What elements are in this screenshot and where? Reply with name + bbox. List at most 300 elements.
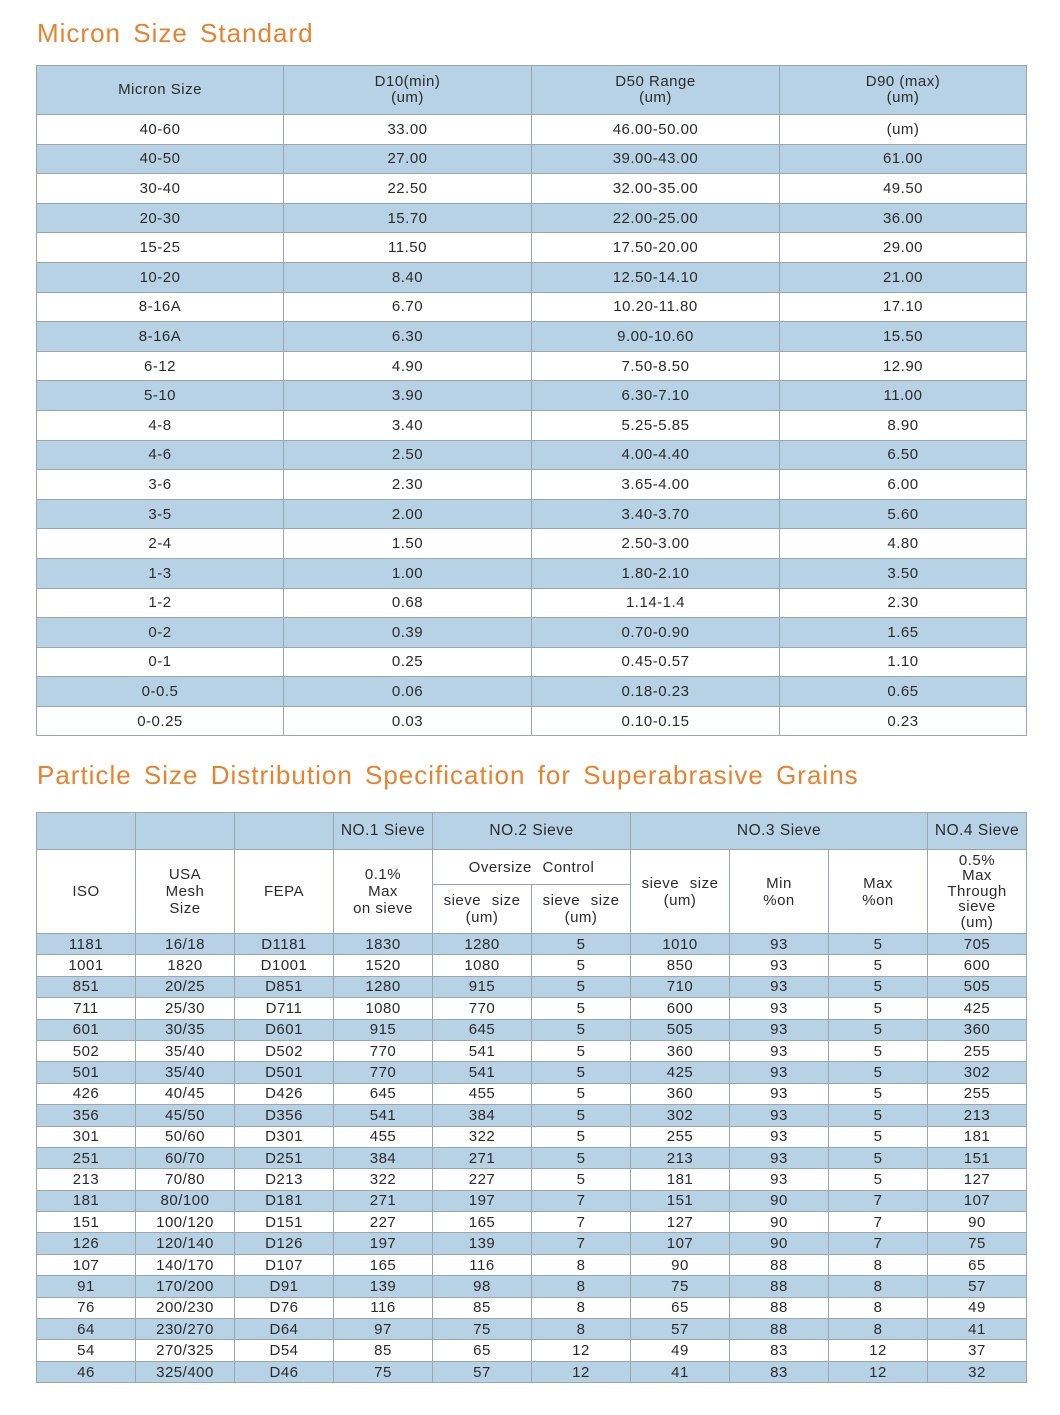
table-cell: 770 xyxy=(334,1062,433,1083)
table-cell: 501 xyxy=(37,1062,136,1083)
table-cell: 5 xyxy=(829,1040,928,1061)
particle-table-row xyxy=(37,1190,1027,1211)
table-cell: 181 xyxy=(37,1190,136,1211)
table-cell: 251 xyxy=(37,1147,136,1168)
table-cell: 116 xyxy=(433,1254,532,1275)
table-cell: 165 xyxy=(334,1254,433,1275)
micron-table-row xyxy=(37,351,1027,381)
table-cell: 83 xyxy=(730,1361,829,1382)
table-cell: 2.30 xyxy=(284,470,532,500)
table-cell: 49 xyxy=(928,1297,1027,1318)
table-cell: 5 xyxy=(829,976,928,997)
table-cell: 5 xyxy=(532,1126,631,1147)
particle-table-row xyxy=(37,976,1027,997)
table-cell: 1080 xyxy=(433,955,532,976)
table-cell: 90 xyxy=(730,1212,829,1233)
table-cell: 126 xyxy=(37,1233,136,1254)
table-cell: 93 xyxy=(730,1126,829,1147)
table-cell: 10-20 xyxy=(37,262,284,292)
table-cell: 181 xyxy=(928,1126,1027,1147)
table-cell: D711 xyxy=(235,998,334,1019)
header-blank-usa xyxy=(136,813,235,850)
table-cell: 5 xyxy=(829,1083,928,1104)
table-cell: 140/170 xyxy=(136,1254,235,1275)
table-cell: 7 xyxy=(532,1212,631,1233)
table-cell: 8-16A xyxy=(37,322,284,352)
table-cell: 0-1 xyxy=(37,647,284,677)
table-cell: 5 xyxy=(829,1147,928,1168)
table-cell: D501 xyxy=(235,1062,334,1083)
table-cell: 49 xyxy=(631,1340,730,1361)
table-cell: 3.90 xyxy=(284,381,532,411)
header-no3-sieve: NO.3 Sieve xyxy=(631,813,928,850)
table-cell: 21.00 xyxy=(780,262,1027,292)
table-cell: 90 xyxy=(631,1254,730,1275)
particle-size-table xyxy=(36,812,1027,1383)
table-cell: 25/30 xyxy=(136,998,235,1019)
table-cell: 17.10 xyxy=(780,292,1027,322)
micron-table-row xyxy=(37,529,1027,559)
micron-table-row xyxy=(37,174,1027,204)
table-cell: 384 xyxy=(334,1147,433,1168)
header-micron-size xyxy=(37,66,284,115)
table-cell: 1001 xyxy=(37,955,136,976)
table-cell: 197 xyxy=(433,1190,532,1211)
table-cell: 360 xyxy=(631,1040,730,1061)
table-cell: 151 xyxy=(37,1212,136,1233)
table-cell: 1-2 xyxy=(37,588,284,618)
header-no4-max-through xyxy=(928,850,1027,934)
table-cell: 2.50 xyxy=(284,440,532,470)
table-cell: 5 xyxy=(829,934,928,955)
header-usa-mesh xyxy=(136,850,235,934)
table-cell: 35/40 xyxy=(136,1062,235,1083)
table-cell: 5 xyxy=(532,934,631,955)
table-cell: D301 xyxy=(235,1126,334,1147)
table-cell: 15.50 xyxy=(780,322,1027,352)
header-line: Micron Size xyxy=(118,81,202,98)
table-cell: D251 xyxy=(235,1147,334,1168)
table-cell: 322 xyxy=(334,1169,433,1190)
table-cell: 64 xyxy=(37,1319,136,1340)
table-cell: 227 xyxy=(433,1169,532,1190)
header-line: (um) xyxy=(465,909,499,926)
table-cell: 5 xyxy=(532,1062,631,1083)
table-cell: 5 xyxy=(532,1083,631,1104)
table-cell: 505 xyxy=(928,976,1027,997)
table-cell: 0.39 xyxy=(284,618,532,648)
table-cell: 255 xyxy=(928,1040,1027,1061)
table-cell: 8 xyxy=(829,1276,928,1297)
table-cell: 93 xyxy=(730,1019,829,1040)
table-cell: 16/18 xyxy=(136,934,235,955)
table-cell: 5.25-5.85 xyxy=(532,410,780,440)
table-cell: 40/45 xyxy=(136,1083,235,1104)
micron-table-row xyxy=(37,322,1027,352)
table-cell: 1.10 xyxy=(780,647,1027,677)
particle-table-row xyxy=(37,1361,1027,1382)
table-cell: 600 xyxy=(631,998,730,1019)
particle-table-row xyxy=(37,998,1027,1019)
table-cell: 270/325 xyxy=(136,1340,235,1361)
table-cell: 1830 xyxy=(334,934,433,955)
micron-table-body xyxy=(37,115,1027,736)
table-cell: 22.00-25.00 xyxy=(532,203,780,233)
table-cell: 7.50-8.50 xyxy=(532,351,780,381)
table-cell: 2-4 xyxy=(37,529,284,559)
micron-table-row xyxy=(37,410,1027,440)
table-cell: 455 xyxy=(433,1083,532,1104)
table-cell: 230/270 xyxy=(136,1319,235,1340)
table-cell: 5 xyxy=(829,1019,928,1040)
table-cell: 12.50-14.10 xyxy=(532,262,780,292)
table-cell: 426 xyxy=(37,1083,136,1104)
table-cell: 915 xyxy=(433,976,532,997)
table-cell: 90 xyxy=(928,1212,1027,1233)
table-cell: 770 xyxy=(334,1040,433,1061)
table-cell: 93 xyxy=(730,1040,829,1061)
table-cell: 116 xyxy=(334,1297,433,1318)
table-cell: 8 xyxy=(532,1297,631,1318)
header-line: USA xyxy=(168,866,202,883)
table-cell: 76 xyxy=(37,1297,136,1318)
table-cell: 915 xyxy=(334,1019,433,1040)
table-cell: 20/25 xyxy=(136,976,235,997)
particle-table-row xyxy=(37,1297,1027,1318)
table-cell: 65 xyxy=(928,1254,1027,1275)
table-cell: 93 xyxy=(730,1105,829,1126)
table-cell: 5 xyxy=(829,1169,928,1190)
table-cell: 5 xyxy=(829,1105,928,1126)
sub-header-row xyxy=(37,850,1027,885)
table-cell: 12 xyxy=(829,1340,928,1361)
table-cell: 425 xyxy=(928,998,1027,1019)
table-cell: 50/60 xyxy=(136,1126,235,1147)
micron-table-row xyxy=(37,706,1027,736)
table-cell: 5 xyxy=(532,955,631,976)
table-cell: 11.50 xyxy=(284,233,532,263)
table-cell: 0.70-0.90 xyxy=(532,618,780,648)
micron-size-table xyxy=(36,65,1027,736)
table-cell: 360 xyxy=(631,1083,730,1104)
group-header-row xyxy=(37,813,1027,850)
header-line: ISO xyxy=(72,883,100,900)
table-cell: 8.40 xyxy=(284,262,532,292)
table-cell: 8 xyxy=(532,1254,631,1275)
table-cell: 1-3 xyxy=(37,558,284,588)
table-cell: 1.00 xyxy=(284,558,532,588)
table-cell: 301 xyxy=(37,1126,136,1147)
table-cell: 36.00 xyxy=(780,203,1027,233)
table-cell: 356 xyxy=(37,1105,136,1126)
table-cell: 645 xyxy=(334,1083,433,1104)
header-line: 0.1% xyxy=(364,866,402,883)
table-cell: 151 xyxy=(631,1190,730,1211)
table-cell: 0-2 xyxy=(37,618,284,648)
table-cell: 850 xyxy=(631,955,730,976)
header-line: D90 (max) xyxy=(865,73,941,90)
header-line: Max xyxy=(368,883,398,900)
table-cell: 49.50 xyxy=(780,174,1027,204)
table-cell: 425 xyxy=(631,1062,730,1083)
particle-table-body xyxy=(37,934,1027,1383)
header-no3-max-on xyxy=(829,850,928,934)
table-cell: 70/80 xyxy=(136,1169,235,1190)
table-cell: 93 xyxy=(730,1147,829,1168)
table-cell: 541 xyxy=(433,1040,532,1061)
table-cell: 8 xyxy=(829,1297,928,1318)
header-line: %on xyxy=(862,891,894,909)
table-cell: 213 xyxy=(631,1147,730,1168)
table-cell: 75 xyxy=(631,1276,730,1297)
table-cell: 93 xyxy=(730,998,829,1019)
micron-table-header-row xyxy=(37,66,1027,115)
table-cell: 60/70 xyxy=(136,1147,235,1168)
table-cell: 93 xyxy=(730,1062,829,1083)
table-cell: 213 xyxy=(37,1169,136,1190)
table-cell: 75 xyxy=(433,1319,532,1340)
particle-table-row xyxy=(37,1254,1027,1275)
table-cell: D181 xyxy=(235,1190,334,1211)
table-cell: 85 xyxy=(334,1340,433,1361)
table-cell: 57 xyxy=(928,1276,1027,1297)
table-cell: 1280 xyxy=(334,976,433,997)
table-cell: 41 xyxy=(631,1361,730,1382)
header-no1-max-on-sieve xyxy=(334,850,433,934)
table-cell: 5 xyxy=(532,1105,631,1126)
table-cell: 271 xyxy=(433,1147,532,1168)
table-cell: D356 xyxy=(235,1105,334,1126)
table-cell: D502 xyxy=(235,1040,334,1061)
table-cell: 5 xyxy=(532,976,631,997)
table-cell: 7 xyxy=(532,1233,631,1254)
table-cell: 170/200 xyxy=(136,1276,235,1297)
table-cell: 4.00-4.40 xyxy=(532,440,780,470)
table-cell: 455 xyxy=(334,1126,433,1147)
table-cell: 851 xyxy=(37,976,136,997)
table-cell: 5 xyxy=(829,955,928,976)
header-no2-sieve-size-a xyxy=(433,885,532,934)
particle-table-row xyxy=(37,1233,1027,1254)
table-cell: 32.00-35.00 xyxy=(532,174,780,204)
table-cell: 3-6 xyxy=(37,470,284,500)
particle-table-row xyxy=(37,1083,1027,1104)
table-cell: 30/35 xyxy=(136,1019,235,1040)
table-cell: 505 xyxy=(631,1019,730,1040)
header-line: (um) xyxy=(886,89,920,106)
header-line: Max xyxy=(962,867,992,885)
table-cell: 33.00 xyxy=(284,115,532,145)
table-cell: 5 xyxy=(532,998,631,1019)
table-cell: 22.50 xyxy=(284,174,532,204)
table-cell: 6.00 xyxy=(780,470,1027,500)
table-cell: 1.50 xyxy=(284,529,532,559)
table-cell: 40-50 xyxy=(37,144,284,174)
micron-table-row xyxy=(37,647,1027,677)
table-cell: 3.65-4.00 xyxy=(532,470,780,500)
table-cell: 271 xyxy=(334,1190,433,1211)
table-cell: 127 xyxy=(631,1212,730,1233)
table-cell: 46.00-50.00 xyxy=(532,115,780,145)
header-line: (um) xyxy=(663,891,697,909)
table-cell: 93 xyxy=(730,934,829,955)
table-cell: 15.70 xyxy=(284,203,532,233)
table-cell: 6.30 xyxy=(284,322,532,352)
micron-table-row xyxy=(37,203,1027,233)
table-cell: D64 xyxy=(235,1319,334,1340)
table-cell: 90 xyxy=(730,1190,829,1211)
table-cell: 0.10-0.15 xyxy=(532,706,780,736)
table-cell: 770 xyxy=(433,998,532,1019)
table-cell: 6.30-7.10 xyxy=(532,381,780,411)
header-line: FEPA xyxy=(263,883,305,900)
micron-table-row xyxy=(37,677,1027,707)
table-cell: 7 xyxy=(829,1212,928,1233)
micron-table-row xyxy=(37,588,1027,618)
table-cell: 151 xyxy=(928,1147,1027,1168)
header-no3-sieve-size xyxy=(631,850,730,934)
micron-table-row xyxy=(37,558,1027,588)
header-line: on sieve xyxy=(353,900,413,917)
table-cell: 93 xyxy=(730,955,829,976)
table-cell: 3.40 xyxy=(284,410,532,440)
header-line: %on xyxy=(763,891,795,909)
table-cell: 61.00 xyxy=(780,144,1027,174)
table-cell: 41 xyxy=(928,1319,1027,1340)
table-cell: 83 xyxy=(730,1340,829,1361)
table-cell: 93 xyxy=(730,1083,829,1104)
particle-table-row xyxy=(37,955,1027,976)
particle-table-row xyxy=(37,1019,1027,1040)
header-line: D50 Range xyxy=(615,73,696,90)
table-cell: 75 xyxy=(928,1233,1027,1254)
header-no2-sieve-size-b xyxy=(532,885,631,934)
table-cell: 3.50 xyxy=(780,558,1027,588)
header-line: sieve size xyxy=(542,892,620,909)
table-cell: D1181 xyxy=(235,934,334,955)
table-cell: 4.90 xyxy=(284,351,532,381)
table-cell: 0.68 xyxy=(284,588,532,618)
table-cell: 37 xyxy=(928,1340,1027,1361)
table-cell: 1080 xyxy=(334,998,433,1019)
micron-table-row xyxy=(37,470,1027,500)
table-cell: 200/230 xyxy=(136,1297,235,1318)
particle-table-row xyxy=(37,1212,1027,1233)
table-cell: 1181 xyxy=(37,934,136,955)
header-no4-sieve: NO.4 Sieve xyxy=(928,813,1027,850)
table-cell: 5 xyxy=(532,1169,631,1190)
table-cell: 2.00 xyxy=(284,499,532,529)
table-cell: 6-12 xyxy=(37,351,284,381)
micron-table-row xyxy=(37,499,1027,529)
table-cell: 1010 xyxy=(631,934,730,955)
table-cell: 40-60 xyxy=(37,115,284,145)
table-cell: 325/400 xyxy=(136,1361,235,1382)
particle-table-row xyxy=(37,1147,1027,1168)
table-cell: 88 xyxy=(730,1297,829,1318)
table-cell: 541 xyxy=(334,1105,433,1126)
table-cell: 107 xyxy=(928,1190,1027,1211)
table-cell: 12 xyxy=(829,1361,928,1382)
particle-table-row xyxy=(37,1062,1027,1083)
table-cell: D151 xyxy=(235,1212,334,1233)
table-cell: 8 xyxy=(532,1276,631,1297)
header-line: sieve xyxy=(958,898,996,916)
table-cell: 0.03 xyxy=(284,706,532,736)
table-cell: 213 xyxy=(928,1105,1027,1126)
micron-table-row xyxy=(37,115,1027,145)
table-cell: 1.14-1.4 xyxy=(532,588,780,618)
table-cell: 7 xyxy=(829,1190,928,1211)
table-cell: 5 xyxy=(532,1040,631,1061)
table-cell: 139 xyxy=(334,1276,433,1297)
table-cell: D426 xyxy=(235,1083,334,1104)
table-cell: D601 xyxy=(235,1019,334,1040)
micron-table-row xyxy=(37,144,1027,174)
particle-table-row xyxy=(37,1169,1027,1190)
table-cell: 90 xyxy=(730,1233,829,1254)
table-cell: 100/120 xyxy=(136,1212,235,1233)
table-cell: 39.00-43.00 xyxy=(532,144,780,174)
header-line: Min xyxy=(766,874,792,892)
header-line: 0.5% xyxy=(958,851,996,869)
table-cell: 8 xyxy=(829,1254,928,1275)
particle-table-row xyxy=(37,1340,1027,1361)
table-cell: 360 xyxy=(928,1019,1027,1040)
table-cell: 5-10 xyxy=(37,381,284,411)
header-d50 xyxy=(532,66,780,115)
table-cell: 3.40-3.70 xyxy=(532,499,780,529)
table-cell: 75 xyxy=(334,1361,433,1382)
table-cell: 2.30 xyxy=(780,588,1027,618)
table-cell: 5 xyxy=(532,1147,631,1168)
table-cell: 0.45-0.57 xyxy=(532,647,780,677)
table-cell: 502 xyxy=(37,1040,136,1061)
micron-table-row xyxy=(37,292,1027,322)
table-cell: 8 xyxy=(532,1319,631,1340)
table-cell: 120/140 xyxy=(136,1233,235,1254)
table-cell: 91 xyxy=(37,1276,136,1297)
table-cell: 3-5 xyxy=(37,499,284,529)
table-cell: 80/100 xyxy=(136,1190,235,1211)
table-cell: 1.65 xyxy=(780,618,1027,648)
header-line: (um) xyxy=(960,913,994,931)
table-cell: 7 xyxy=(829,1233,928,1254)
micron-table-row xyxy=(37,618,1027,648)
table-cell: D1001 xyxy=(235,955,334,976)
table-cell: 65 xyxy=(433,1340,532,1361)
table-cell: 35/40 xyxy=(136,1040,235,1061)
table-cell: 0.25 xyxy=(284,647,532,677)
table-cell: D76 xyxy=(235,1297,334,1318)
table-cell: 302 xyxy=(631,1105,730,1126)
table-cell: D851 xyxy=(235,976,334,997)
header-line: Through xyxy=(947,882,1007,900)
table-cell: D213 xyxy=(235,1169,334,1190)
header-line: sieve size xyxy=(641,874,719,892)
table-cell: 0-0.5 xyxy=(37,677,284,707)
table-cell: 17.50-20.00 xyxy=(532,233,780,263)
table-cell: D91 xyxy=(235,1276,334,1297)
header-blank-fepa xyxy=(235,813,334,850)
table-cell: 88 xyxy=(730,1319,829,1340)
table-cell: 322 xyxy=(433,1126,532,1147)
table-cell: 93 xyxy=(730,1169,829,1190)
table-cell: 65 xyxy=(631,1297,730,1318)
table-cell: D126 xyxy=(235,1233,334,1254)
header-blank-iso xyxy=(37,813,136,850)
table-cell: 32 xyxy=(928,1361,1027,1382)
